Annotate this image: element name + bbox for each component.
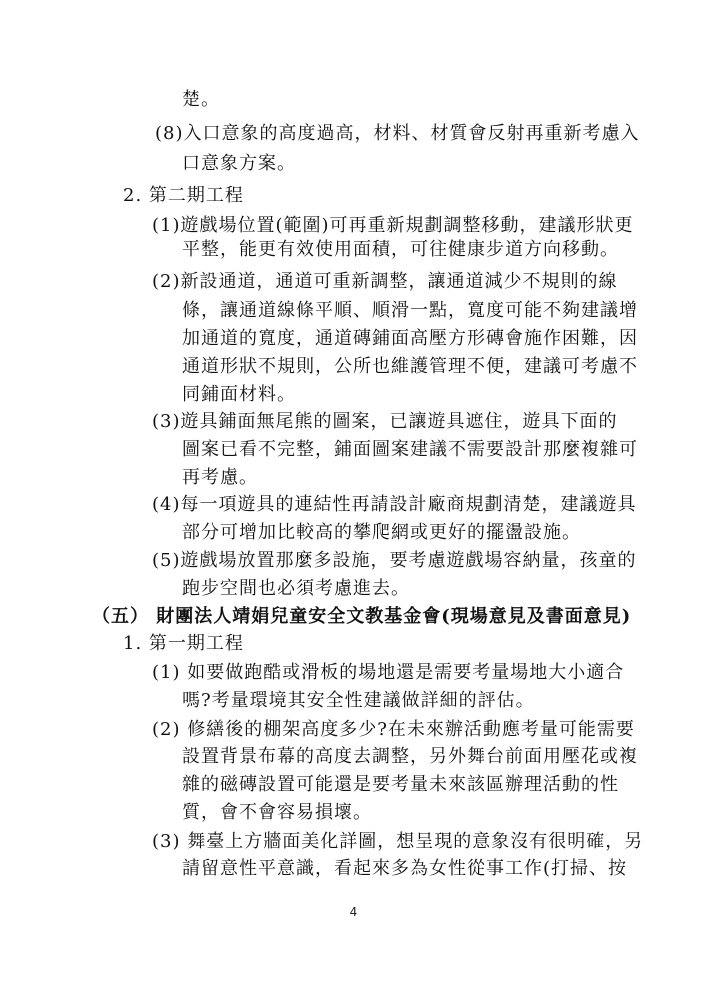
section-heading: 2. 第二期工程 [123, 185, 244, 206]
text-line: (4)每一項遊具的連結性再請設計廠商規劃清楚，建議遊具 [152, 494, 637, 515]
text-line: (3)遊具鋪面無尾熊的圖案，已讓遊具遮住，遊具下面的 [152, 411, 618, 432]
text-line: 條，讓通道線條平順、順滑一點，寬度可能不夠建議增 [182, 300, 638, 321]
text-line: 平整，能更有效使用面積，可往健康步道方向移動。 [182, 239, 619, 260]
text-line: 請留意性平意識，看起來多為女性從事工作(打掃、按 [182, 858, 628, 879]
text-line: 嗎?考量環境其安全性建議做詳細的評估。 [182, 690, 535, 711]
text-line: 設置背景布幕的高度去調整，另外舞台前面用壓花或複 [182, 746, 638, 767]
text-line: 圖案已看不完整，鋪面圖案建議不需要設計那麼複雜可 [182, 439, 638, 460]
text-line: 同鋪面材料。 [182, 384, 296, 405]
text-line: (3) 舞臺上方牆面美化詳圖，想呈現的意象沒有很明確，另 [152, 831, 644, 852]
text-line: 口意象方案。 [182, 153, 296, 174]
text-line: (1)遊戲場位置(範圍)可再重新規劃調整移動，建議形狀更 [152, 215, 634, 236]
text-line: (2) 修繕後的棚架高度多少?在未來辦活動應考量可能需要 [152, 719, 635, 740]
text-line: 跑步空間也必須考慮進去。 [182, 578, 410, 599]
text-line: (8)入口意象的高度過高，材料、材質會反射再重新考慮入 [155, 123, 640, 144]
text-line: (5)遊戲場放置那麼多設施，要考慮遊戲場容納量，孩童的 [152, 550, 637, 571]
text-line: 部分可增加比較高的攀爬網或更好的擺盪設施。 [182, 522, 581, 543]
page-number: 4 [349, 905, 358, 919]
text-line: 加通道的寬度，通道磚鋪面高壓方形磚會施作困難，因 [182, 328, 638, 349]
text-line: 雜的磁磚設置可能還是要考量未來該區辦理活動的性 [182, 774, 619, 795]
text-line: 楚。 [182, 89, 220, 110]
text-line: 再考慮。 [182, 467, 258, 488]
text-line: (1) 如要做跑酷或滑板的場地還是需要考量場地大小適合 [152, 662, 625, 683]
text-line: 質，會不會容易損壞。 [182, 802, 372, 823]
text-line: (2)新設通道，通道可重新調整，讓通道減少不規則的線 [152, 271, 618, 292]
section-heading: （五） 財團法人靖娟兒童安全文教基金會(現場意見及書面意見) [92, 606, 632, 627]
text-line: 通道形狀不規則，公所也維護管理不便，建議可考慮不 [182, 356, 638, 377]
section-heading: 1. 第一期工程 [123, 633, 244, 654]
